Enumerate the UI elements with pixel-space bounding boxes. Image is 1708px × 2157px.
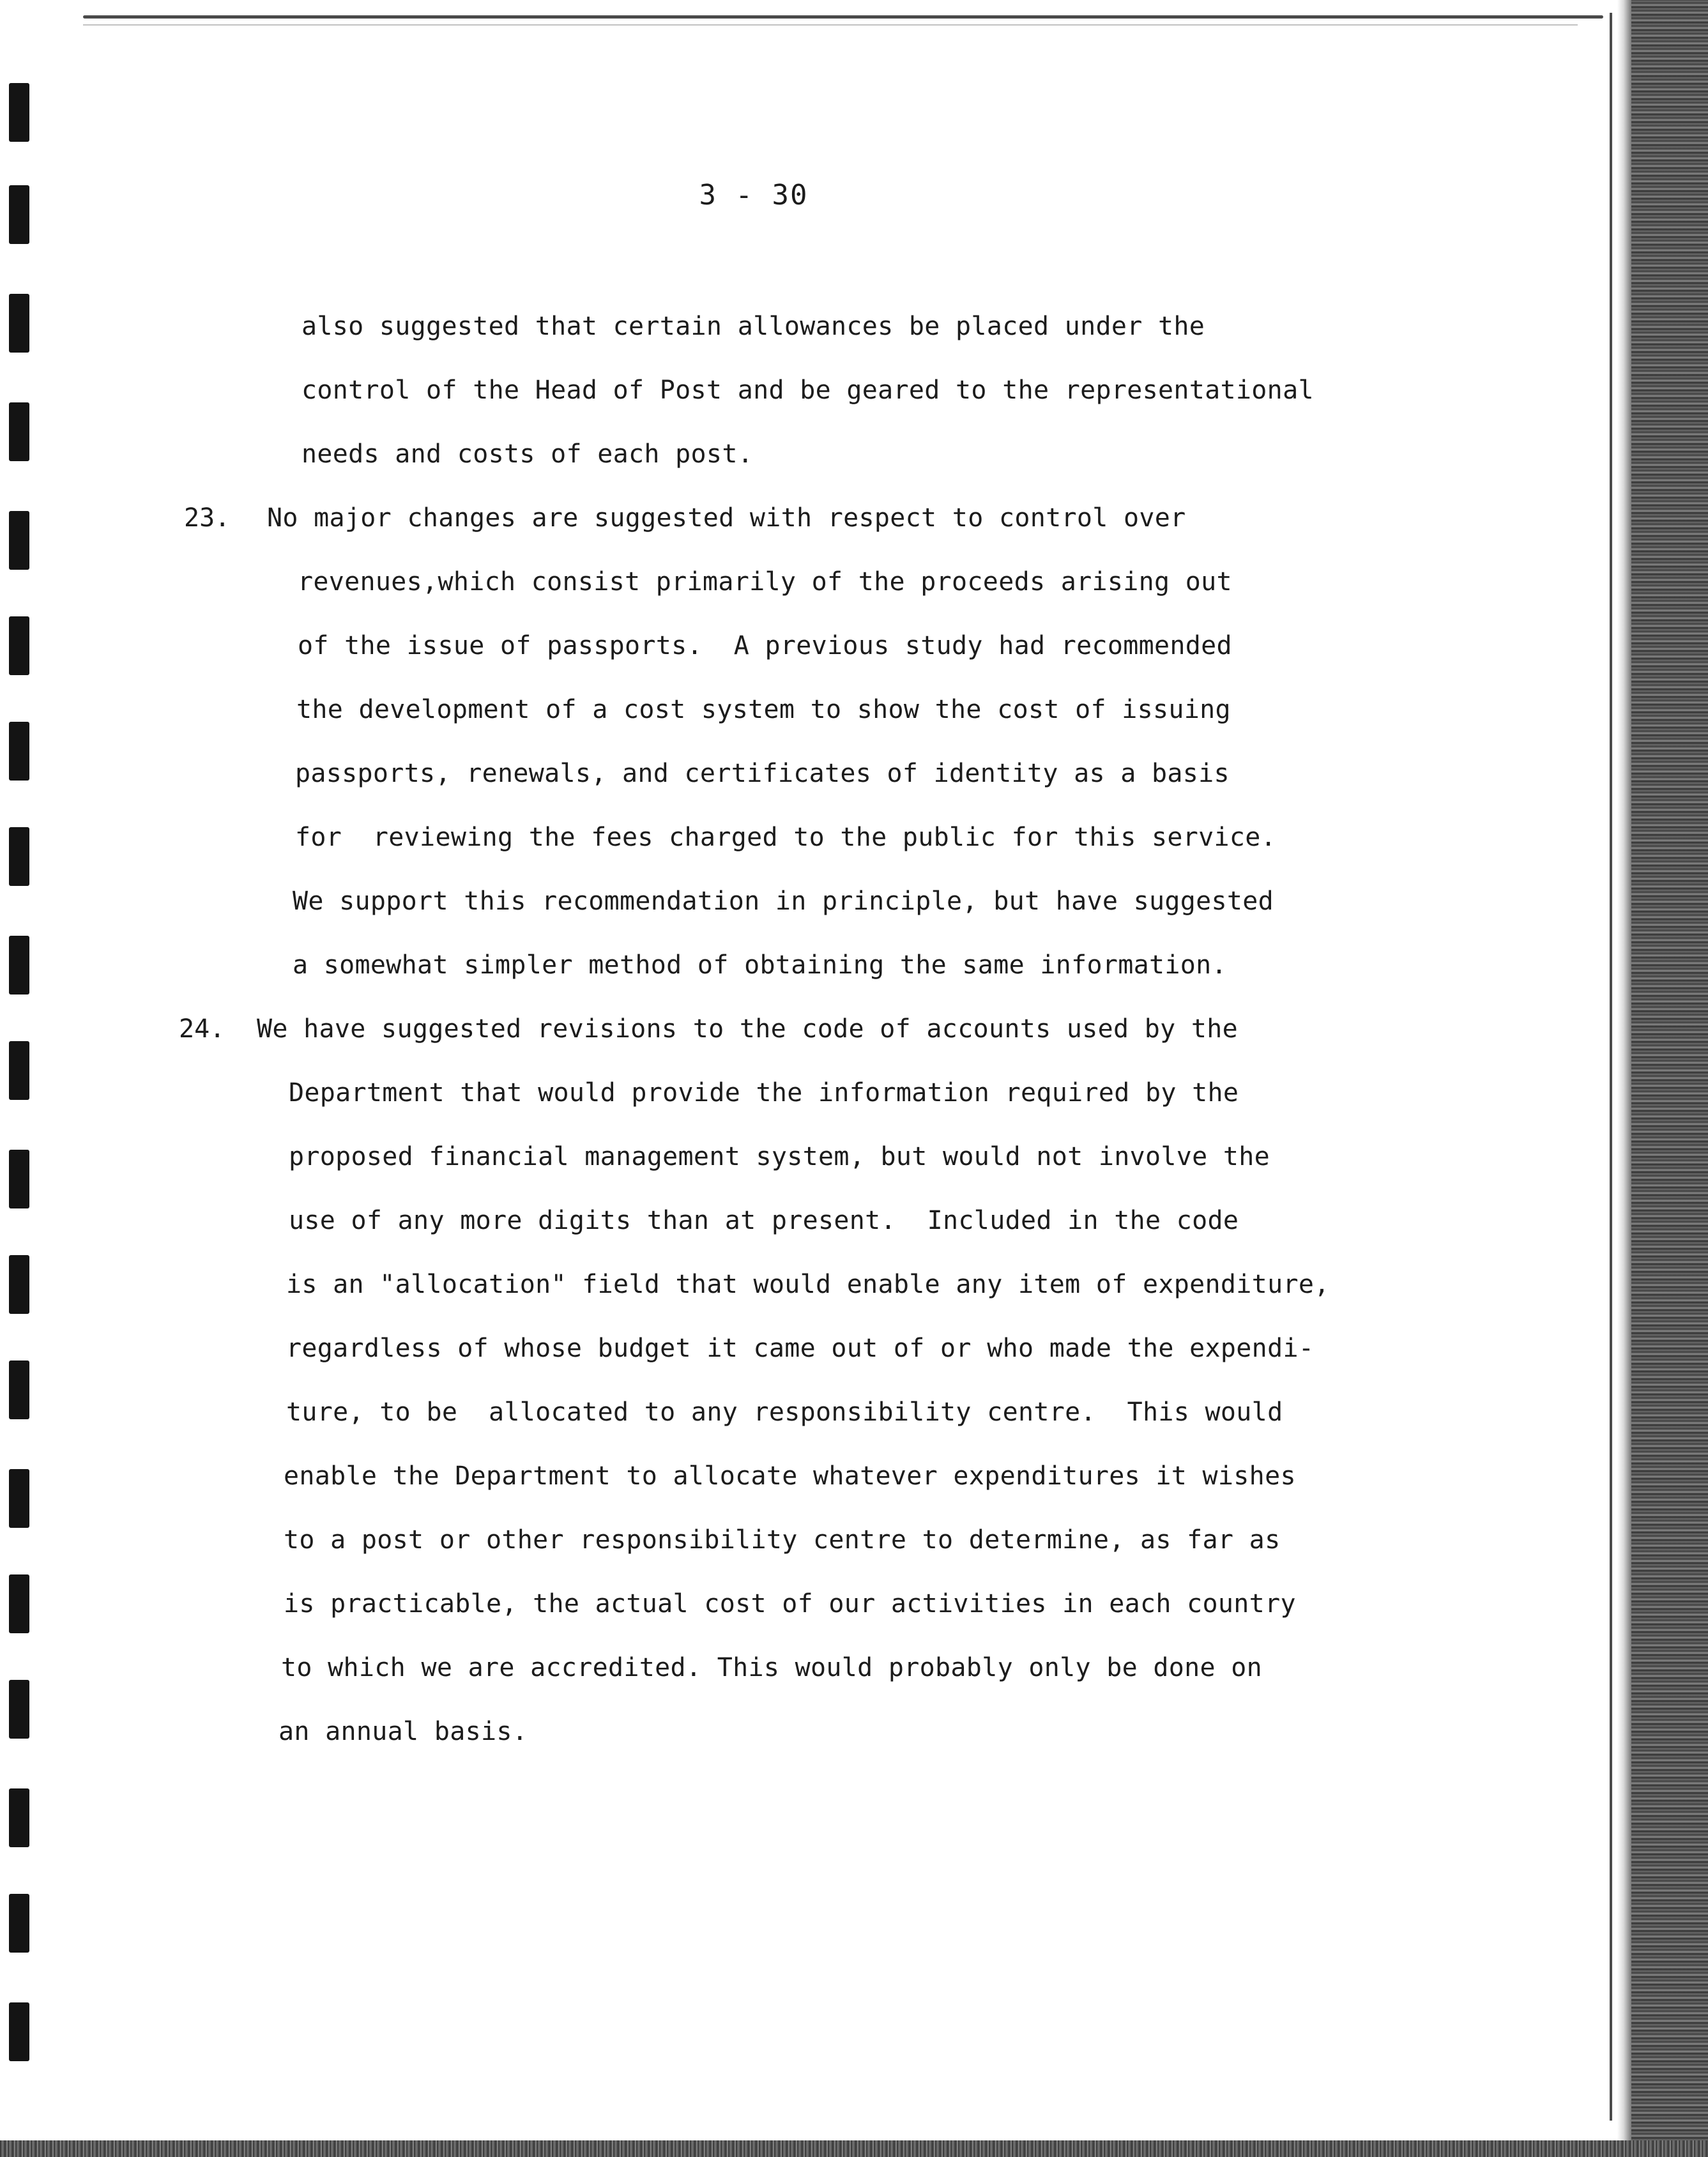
paragraph-number: 24. bbox=[179, 1014, 225, 1044]
text-line: regardless of whose budget it came out of or who made the expendi- bbox=[286, 1334, 1315, 1363]
punch-hole bbox=[9, 722, 29, 781]
punch-hole bbox=[9, 1788, 29, 1847]
punch-hole bbox=[9, 827, 29, 886]
punch-hole bbox=[9, 616, 29, 675]
punch-hole bbox=[9, 511, 29, 570]
text-line: needs and costs of each post. bbox=[301, 439, 754, 469]
page-right-edge bbox=[1610, 13, 1612, 2121]
text-line: the development of a cost system to show the cost of issuing bbox=[296, 695, 1231, 724]
text-line: proposed financial management system, but would not involve the bbox=[289, 1142, 1270, 1171]
page-bottom-strip bbox=[0, 2140, 1708, 2157]
punch-hole bbox=[9, 294, 29, 353]
punch-hole bbox=[9, 1255, 29, 1314]
paragraph-number: 23. bbox=[184, 503, 231, 533]
text-line: enable the Department to allocate whatever expenditures it wishes bbox=[284, 1461, 1296, 1491]
text-line: is an "allocation" field that would enable any item of expenditure, bbox=[286, 1270, 1330, 1299]
text-line: an annual basis. bbox=[278, 1717, 528, 1746]
text-line: We support this recommendation in principle, but have suggested bbox=[293, 887, 1274, 916]
text-line: for reviewing the fees charged to the public for this service. bbox=[295, 823, 1277, 852]
punch-hole bbox=[9, 1574, 29, 1633]
text-line: to a post or other responsibility centre to determine, as far as bbox=[284, 1525, 1281, 1555]
text-line: Department that would provide the information required by the bbox=[289, 1078, 1239, 1108]
text-line: ture, to be allocated to any responsibility centre. This would bbox=[286, 1398, 1283, 1427]
text-line: No major changes are suggested with respect to control over bbox=[267, 503, 1186, 533]
text-line: revenues,which consist primarily of the proceeds arising out bbox=[298, 567, 1232, 597]
punch-hole bbox=[9, 1894, 29, 1953]
punch-hole-column bbox=[0, 0, 38, 2157]
text-line: to which we are accredited. This would probably only be done on bbox=[281, 1653, 1263, 1682]
page-top-edge-shadow bbox=[83, 24, 1578, 26]
punch-hole bbox=[9, 1041, 29, 1100]
page-number: 3 - 30 bbox=[699, 179, 809, 211]
text-line: a somewhat simpler method of obtaining the same information. bbox=[293, 950, 1227, 980]
text-line: also suggested that certain allowances be placed under the bbox=[301, 312, 1205, 341]
punch-hole bbox=[9, 402, 29, 461]
text-line: is practicable, the actual cost of our activities in each country bbox=[284, 1589, 1296, 1619]
punch-hole bbox=[9, 2002, 29, 2061]
punch-hole bbox=[9, 936, 29, 995]
punch-hole bbox=[9, 1469, 29, 1528]
text-line: We have suggested revisions to the code of accounts used by the bbox=[257, 1014, 1239, 1044]
text-line: passports, renewals, and certificates of identity as a basis bbox=[295, 759, 1230, 788]
punch-hole bbox=[9, 1150, 29, 1208]
page-top-edge bbox=[83, 15, 1603, 19]
punch-hole bbox=[9, 83, 29, 142]
punch-hole bbox=[9, 1361, 29, 1419]
binding-strip bbox=[1631, 0, 1708, 2157]
text-line: of the issue of passports. A previous study had recommended bbox=[298, 631, 1232, 660]
punch-hole bbox=[9, 1680, 29, 1739]
binding-shadow bbox=[1617, 0, 1631, 2157]
text-line: control of the Head of Post and be geared to the representational bbox=[301, 376, 1314, 405]
text-line: use of any more digits than at present. Included in the code bbox=[289, 1206, 1239, 1235]
